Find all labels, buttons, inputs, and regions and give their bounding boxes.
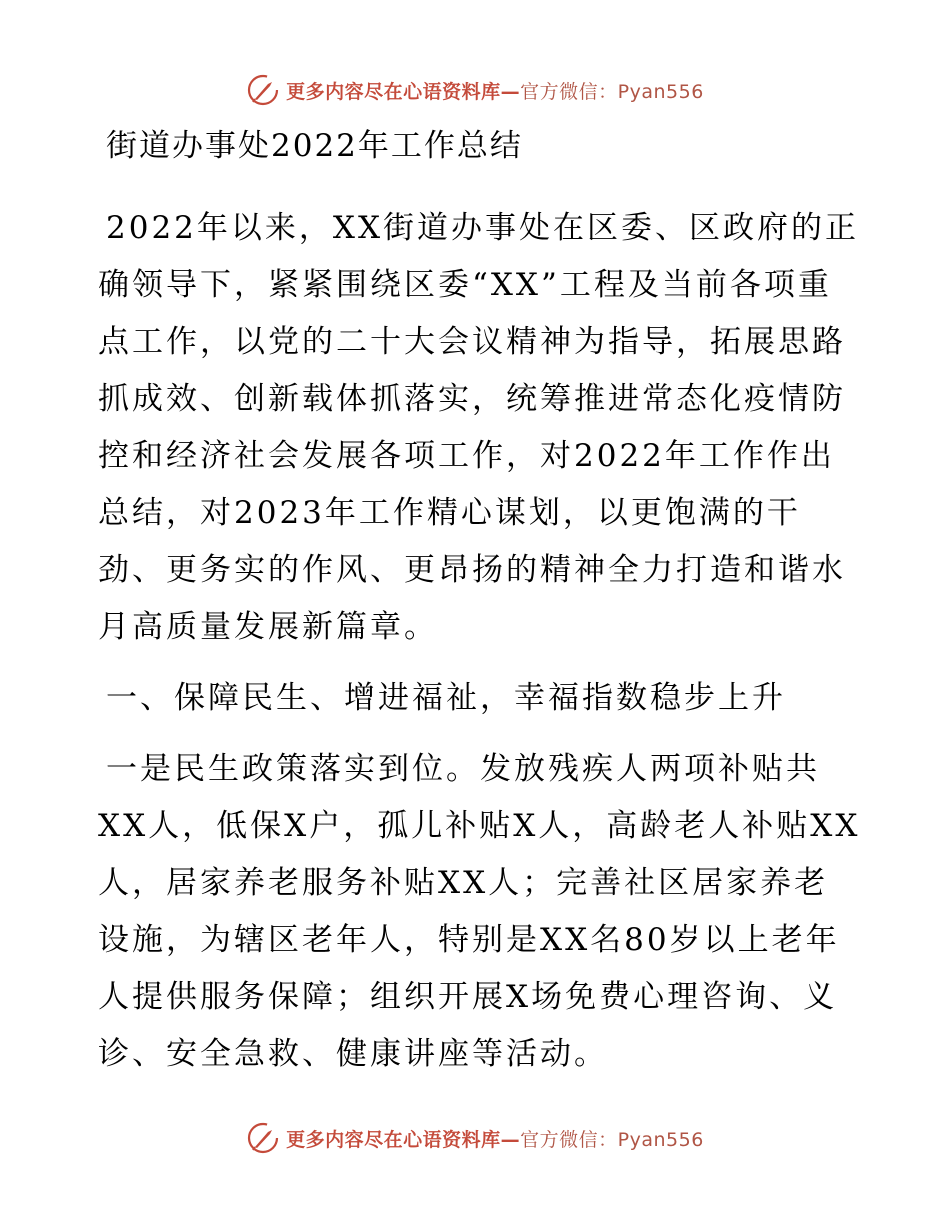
paragraph-line: 劲、更务实的作风、更昂扬的精神全力打造和谐水: [98, 552, 846, 588]
paragraph-line: 人提供服务保障；组织开展X场免费心理咨询、义: [98, 979, 838, 1015]
quill-pen-logo-icon: [246, 73, 280, 107]
header-banner: [0, 70, 950, 110]
banner-text: 更多内容尽在心语资料库—官方微信：Pyan556: [286, 1128, 704, 1151]
quill-pen-logo-icon: [246, 1121, 280, 1155]
paragraph-line: 抓成效、创新载体抓落实，统筹推进常态化疫情防: [98, 381, 846, 417]
footer-banner: [0, 1118, 950, 1158]
paragraph-line: 诊、安全急救、健康讲座等活动。: [98, 1036, 608, 1072]
paragraph-line: XX人，低保X户，孤儿补贴X人，高龄老人补贴XX: [98, 808, 861, 844]
banner-text: 更多内容尽在心语资料库—官方微信：Pyan556: [286, 80, 704, 103]
paragraph-line: 一是民生政策落实到位。发放残疾人两项补贴共: [106, 751, 820, 787]
paragraph-line: 2022年以来，XX街道办事处在区委、区政府的正: [106, 210, 860, 246]
paragraph-line: 点工作，以党的二十大会议精神为指导，拓展思路: [98, 324, 846, 360]
section-heading: 一、保障民生、增进福祉，幸福指数稳步上升: [106, 680, 786, 716]
paragraph-line: 月高质量发展新篇章。: [98, 609, 438, 645]
intro-paragraph: [98, 200, 858, 656]
section-paragraph: [98, 741, 861, 1083]
paragraph-line: 设施，为辖区老年人，特别是XX名80岁以上老年: [98, 922, 840, 958]
paragraph-line: 总结，对2023年工作精心谋划，以更饱满的干: [98, 495, 801, 531]
document-title: 街道办事处2022年工作总结: [106, 128, 523, 164]
paragraph-line: 人，居家养老服务补贴XX人；完善社区居家养老: [98, 865, 829, 901]
paragraph-line: 控和经济社会发展各项工作，对2022年工作作出: [98, 438, 835, 474]
paragraph-line: 确领导下，紧紧围绕区委“XX”工程及当前各项重: [98, 267, 832, 303]
document-body: [98, 118, 861, 1083]
